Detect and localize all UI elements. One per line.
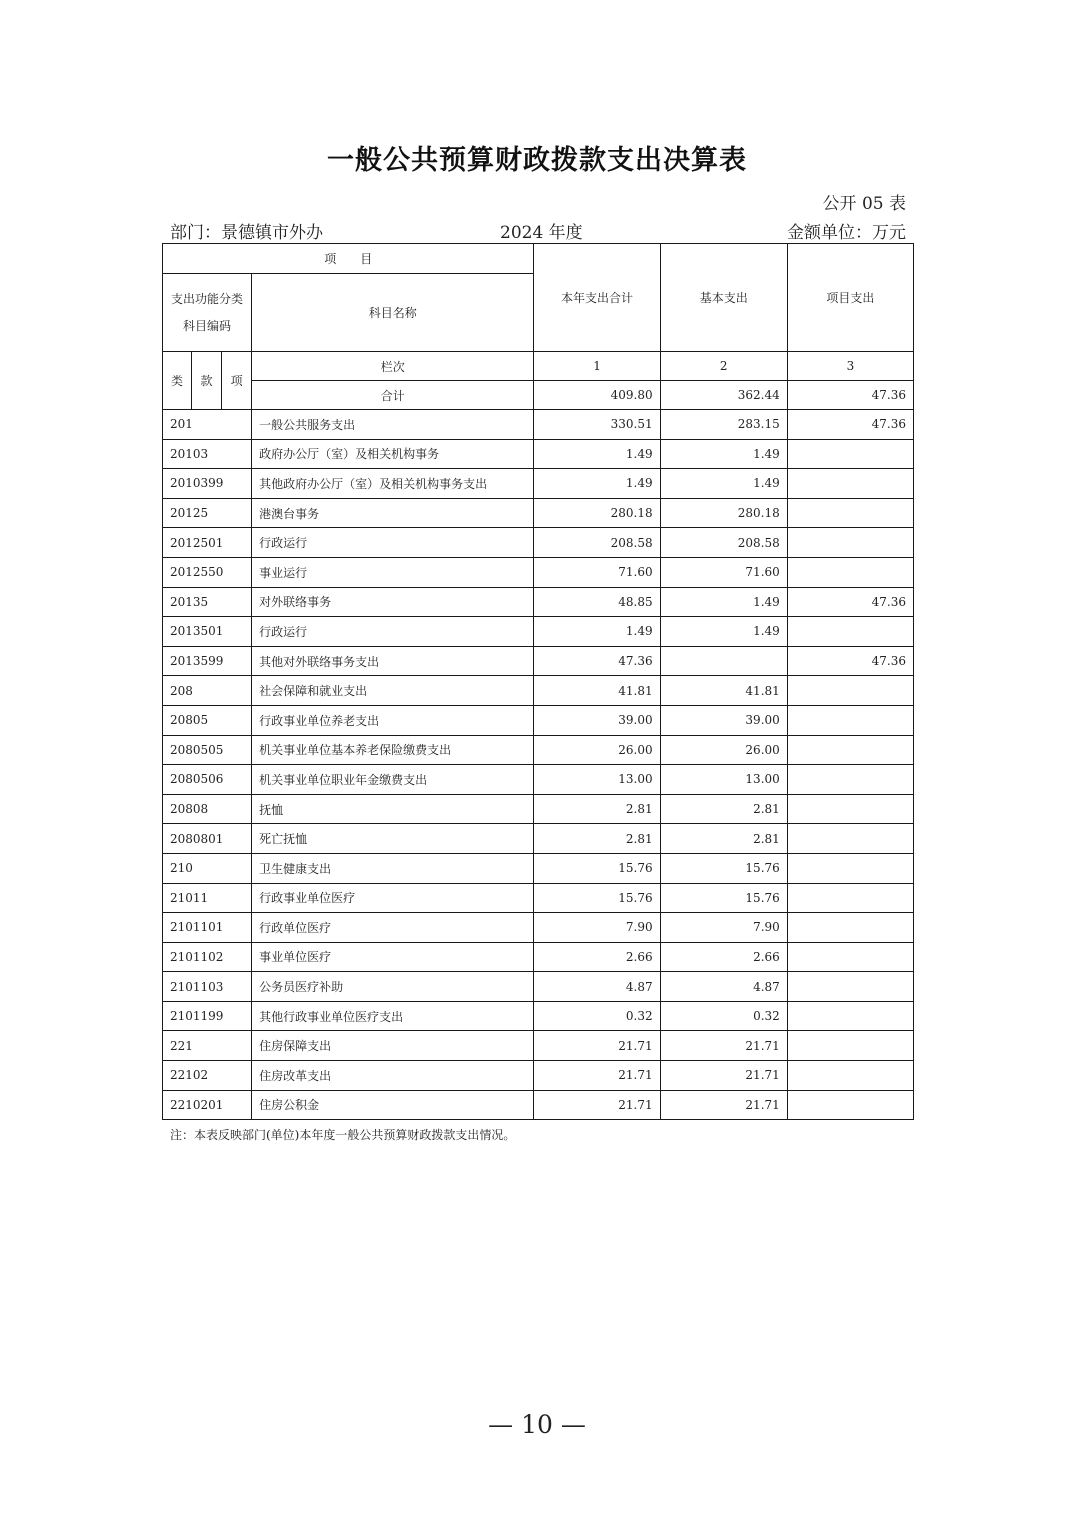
form-code: 公开 05 表 [822, 194, 906, 214]
row-code: 210 [163, 853, 252, 883]
row-total-amount: 1.49 [534, 439, 660, 469]
row-total-amount: 330.51 [534, 410, 660, 440]
row-basic-amount: 71.60 [660, 557, 787, 587]
header-col-project: 项目支出 [787, 244, 913, 352]
row-project-amount [787, 469, 913, 499]
row-basic-amount: 7.90 [660, 913, 787, 943]
row-project-amount [787, 972, 913, 1002]
unit-label: 金额单位：万元 [787, 223, 906, 243]
page-title: 一般公共预算财政拨款支出决算表 [327, 145, 747, 176]
row-code: 2101199 [163, 1001, 252, 1031]
total-basic: 362.44 [660, 381, 787, 410]
row-code: 2210201 [163, 1090, 252, 1120]
row-project-amount [787, 1090, 913, 1120]
row-total-amount: 15.76 [534, 883, 660, 913]
fiscal-year-label: 2024 年度 [500, 223, 583, 243]
total-label: 合计 [252, 381, 534, 410]
row-basic-amount: 2.66 [660, 942, 787, 972]
row-total-amount: 21.71 [534, 1061, 660, 1091]
row-subject-name: 机关事业单位基本养老保险缴费支出 [252, 735, 534, 765]
header-code-group-line1: 支出功能分类 [171, 291, 244, 306]
row-subject-name: 行政运行 [252, 528, 534, 558]
table-row [163, 705, 914, 735]
total-amount: 409.80 [534, 381, 660, 410]
table-row [163, 942, 914, 972]
row-basic-amount [660, 646, 787, 676]
row-project-amount [787, 705, 913, 735]
table-row [163, 439, 914, 469]
row-subject-name: 事业单位医疗 [252, 942, 534, 972]
header-kuan: 款 [192, 352, 222, 410]
table-row [163, 883, 914, 913]
row-subject-name: 其他对外联络事务支出 [252, 646, 534, 676]
row-total-amount: 2.81 [534, 824, 660, 854]
row-code: 20135 [163, 587, 252, 617]
row-subject-name: 抚恤 [252, 794, 534, 824]
row-subject-name: 死亡抚恤 [252, 824, 534, 854]
row-code: 2080801 [163, 824, 252, 854]
row-basic-amount: 13.00 [660, 765, 787, 795]
row-code: 2101101 [163, 913, 252, 943]
row-total-amount: 2.81 [534, 794, 660, 824]
row-project-amount [787, 765, 913, 795]
row-code: 221 [163, 1031, 252, 1061]
header-num-2: 2 [660, 352, 787, 381]
row-subject-name: 住房保障支出 [252, 1031, 534, 1061]
row-total-amount: 13.00 [534, 765, 660, 795]
row-basic-amount: 0.32 [660, 1001, 787, 1031]
row-code: 2013599 [163, 646, 252, 676]
row-total-amount: 208.58 [534, 528, 660, 558]
table-row [163, 1090, 914, 1120]
row-basic-amount: 21.71 [660, 1090, 787, 1120]
row-code: 2080506 [163, 765, 252, 795]
row-subject-name: 行政事业单位医疗 [252, 883, 534, 913]
total-project: 47.36 [787, 381, 913, 410]
row-project-amount [787, 439, 913, 469]
row-basic-amount: 26.00 [660, 735, 787, 765]
table-row [163, 617, 914, 647]
row-project-amount [787, 676, 913, 706]
table-row [163, 469, 914, 499]
table-row [163, 410, 914, 440]
row-total-amount: 26.00 [534, 735, 660, 765]
row-basic-amount: 208.58 [660, 528, 787, 558]
department-label: 部门：景德镇市外办 [170, 223, 323, 243]
row-subject-name: 机关事业单位职业年金缴费支出 [252, 765, 534, 795]
row-subject-name: 对外联络事务 [252, 587, 534, 617]
header-code-group-line2: 科目编码 [183, 318, 232, 333]
row-project-amount [787, 942, 913, 972]
row-basic-amount: 15.76 [660, 853, 787, 883]
footnote: 注：本表反映部门(单位)本年度一般公共预算财政拨款支出情况。 [170, 1128, 516, 1142]
row-subject-name: 公务员医疗补助 [252, 972, 534, 1002]
row-code: 2012501 [163, 528, 252, 558]
page-number: — 10 — [488, 1410, 586, 1439]
row-total-amount: 21.71 [534, 1090, 660, 1120]
table-row [163, 824, 914, 854]
table-row [163, 794, 914, 824]
header-lei: 类 [163, 352, 192, 410]
table-row [163, 557, 914, 587]
row-project-amount [787, 1031, 913, 1061]
row-basic-amount: 2.81 [660, 824, 787, 854]
row-total-amount: 15.76 [534, 853, 660, 883]
row-total-amount: 7.90 [534, 913, 660, 943]
row-total-amount: 48.85 [534, 587, 660, 617]
row-subject-name: 其他行政事业单位医疗支出 [252, 1001, 534, 1031]
table-row [163, 498, 914, 528]
row-code: 20808 [163, 794, 252, 824]
row-total-amount: 41.81 [534, 676, 660, 706]
row-basic-amount: 15.76 [660, 883, 787, 913]
row-subject-name: 行政单位医疗 [252, 913, 534, 943]
row-total-amount: 4.87 [534, 972, 660, 1002]
table-row [163, 972, 914, 1002]
table-row [163, 587, 914, 617]
table-row [163, 1001, 914, 1031]
header-num-1: 1 [534, 352, 660, 381]
row-subject-name: 行政运行 [252, 617, 534, 647]
row-subject-name: 行政事业单位养老支出 [252, 705, 534, 735]
row-project-amount [787, 557, 913, 587]
meta-row [170, 218, 912, 242]
row-project-amount: 47.36 [787, 587, 913, 617]
row-code: 208 [163, 676, 252, 706]
header-code-group [163, 274, 252, 352]
header-num-3: 3 [787, 352, 913, 381]
row-code: 2013501 [163, 617, 252, 647]
row-code: 20805 [163, 705, 252, 735]
row-basic-amount: 21.71 [660, 1031, 787, 1061]
header-xiang: 项 [222, 352, 252, 410]
row-subject-name: 一般公共服务支出 [252, 410, 534, 440]
row-code: 21011 [163, 883, 252, 913]
row-subject-name: 社会保障和就业支出 [252, 676, 534, 706]
header-col-total: 本年支出合计 [534, 244, 660, 352]
table-row [163, 1031, 914, 1061]
row-total-amount: 1.49 [534, 469, 660, 499]
header-item: 项 目 [163, 244, 534, 274]
row-code: 201 [163, 410, 252, 440]
row-project-amount [787, 883, 913, 913]
row-subject-name: 其他政府办公厅（室）及相关机构事务支出 [252, 469, 534, 499]
row-basic-amount: 1.49 [660, 469, 787, 499]
row-code: 20103 [163, 439, 252, 469]
row-code: 20125 [163, 498, 252, 528]
table-row [163, 853, 914, 883]
table-row [163, 735, 914, 765]
row-basic-amount: 1.49 [660, 617, 787, 647]
table-row [163, 528, 914, 558]
row-project-amount [787, 824, 913, 854]
row-project-amount: 47.36 [787, 410, 913, 440]
row-total-amount: 47.36 [534, 646, 660, 676]
row-basic-amount: 41.81 [660, 676, 787, 706]
table-row [163, 765, 914, 795]
row-total-amount: 21.71 [534, 1031, 660, 1061]
row-code: 2010399 [163, 469, 252, 499]
header-col-basic: 基本支出 [660, 244, 787, 352]
table-row [163, 913, 914, 943]
row-total-amount: 280.18 [534, 498, 660, 528]
row-code: 2101102 [163, 942, 252, 972]
row-basic-amount: 280.18 [660, 498, 787, 528]
row-total-amount: 1.49 [534, 617, 660, 647]
row-project-amount [787, 735, 913, 765]
row-total-amount: 71.60 [534, 557, 660, 587]
row-basic-amount: 1.49 [660, 439, 787, 469]
header-lanci: 栏次 [252, 352, 534, 381]
row-total-amount: 0.32 [534, 1001, 660, 1031]
row-subject-name: 政府办公厅（室）及相关机构事务 [252, 439, 534, 469]
row-basic-amount: 283.15 [660, 410, 787, 440]
row-subject-name: 港澳台事务 [252, 498, 534, 528]
row-basic-amount: 2.81 [660, 794, 787, 824]
table-row [163, 646, 914, 676]
table-row [163, 676, 914, 706]
row-project-amount [787, 617, 913, 647]
row-project-amount [787, 794, 913, 824]
row-project-amount [787, 1001, 913, 1031]
row-total-amount: 2.66 [534, 942, 660, 972]
row-subject-name: 事业运行 [252, 557, 534, 587]
row-project-amount [787, 913, 913, 943]
row-basic-amount: 4.87 [660, 972, 787, 1002]
row-code: 22102 [163, 1061, 252, 1091]
row-basic-amount: 39.00 [660, 705, 787, 735]
table-row [163, 1061, 914, 1091]
row-basic-amount: 21.71 [660, 1061, 787, 1091]
row-code: 2101103 [163, 972, 252, 1002]
row-subject-name: 卫生健康支出 [252, 853, 534, 883]
row-project-amount [787, 498, 913, 528]
row-subject-name: 住房公积金 [252, 1090, 534, 1120]
row-project-amount: 47.36 [787, 646, 913, 676]
budget-table [162, 243, 914, 1120]
row-project-amount [787, 1061, 913, 1091]
row-total-amount: 39.00 [534, 705, 660, 735]
row-code: 2012550 [163, 557, 252, 587]
row-code: 2080505 [163, 735, 252, 765]
row-subject-name: 住房改革支出 [252, 1061, 534, 1091]
row-project-amount [787, 853, 913, 883]
row-basic-amount: 1.49 [660, 587, 787, 617]
row-project-amount [787, 528, 913, 558]
header-subject-name: 科目名称 [252, 274, 534, 352]
